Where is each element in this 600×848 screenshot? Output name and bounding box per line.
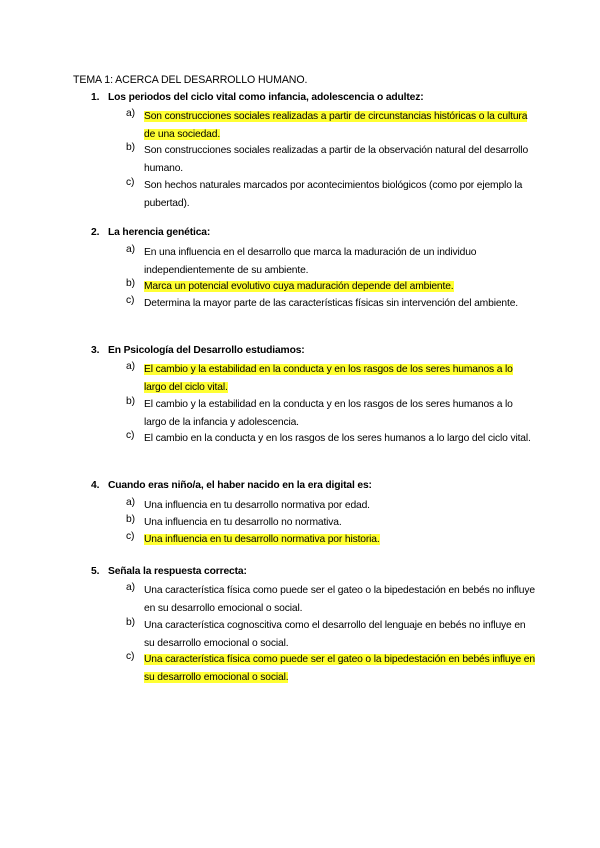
question-text: Cuando eras niño/a, el haber nacido en la era digital es: [108, 480, 372, 491]
option-letter: b) [126, 514, 135, 525]
question-number: 1. [91, 92, 100, 103]
question-text: Los periodos del ciclo vital como infancia, adolescencia o adultez: [108, 92, 424, 103]
option-letter: b) [126, 142, 135, 153]
option-text: Son construcciones sociales realizadas a partir de la observación natural del desarrollo humano. [144, 145, 529, 174]
option-text: Son hechos naturales marcados por acontecimientos biológicos (como por ejemplo la pubertad). [144, 180, 523, 209]
option-letter: c) [126, 177, 135, 188]
option-letter: c) [126, 430, 135, 441]
question-heading [91, 92, 424, 103]
option-text: Determina la mayor parte de las características físicas sin intervención del ambiente. [144, 298, 518, 309]
option-text: Una característica cognoscitiva como el desarrollo del lenguaje en bebés no influye en su desarrollo emocional o social. [144, 620, 526, 649]
question-number: 5. [91, 566, 100, 577]
option-text: Una influencia en tu desarrollo no normativa. [144, 517, 342, 528]
question-heading [91, 480, 372, 491]
option-text: Una característica física como puede ser el gateo o la bipedestación en bebés influye en su desarrollo emocional o social. [144, 654, 535, 683]
option-letter: b) [126, 617, 135, 628]
option-letter: a) [126, 582, 135, 593]
option-letter: c) [126, 651, 135, 662]
question-number: 2. [91, 227, 100, 238]
question-heading [91, 566, 247, 577]
option-letter: a) [126, 361, 135, 372]
option-text: Una característica física como puede ser el gateo o la bipedestación en bebés no influye en su desarrollo emocional o social. [144, 585, 535, 614]
option-letter: a) [126, 244, 135, 255]
option-text: Marca un potencial evolutivo cuya maduración depende del ambiente. [144, 281, 454, 292]
question-number: 4. [91, 480, 100, 491]
option-letter: a) [126, 497, 135, 508]
option-text: Una influencia en tu desarrollo normativa por historia. [144, 534, 380, 545]
question-text: Señala la respuesta correcta: [108, 566, 247, 577]
question-heading [91, 345, 305, 356]
option-letter: c) [126, 531, 135, 542]
option-letter: b) [126, 278, 135, 289]
option-letter: b) [126, 396, 135, 407]
question-number: 3. [91, 345, 100, 356]
option-letter: c) [126, 295, 135, 306]
question-text: La herencia genética: [108, 227, 211, 238]
question-heading [91, 227, 210, 238]
option-text: Son construcciones sociales realizadas a partir de circunstancias históricas o la cultura de una sociedad. [144, 111, 528, 140]
option-text: El cambio en la conducta y en los rasgos de los seres humanos a lo largo del ciclo vital. [144, 433, 531, 444]
option-letter: a) [126, 108, 135, 119]
question-text: En Psicología del Desarrollo estudiamos: [108, 345, 305, 356]
document-title: TEMA 1: ACERCA DEL DESARROLLO HUMANO. [73, 74, 308, 86]
option-text: El cambio y la estabilidad en la conducta y en los rasgos de los seres humanos a lo largo del ciclo vital. [144, 364, 513, 393]
option-text: Una influencia en tu desarrollo normativa por edad. [144, 500, 370, 511]
option-text: El cambio y la estabilidad en la conducta y en los rasgos de los seres humanos a lo largo de la infancia y adolescencia. [144, 399, 513, 428]
option-text: En una influencia en el desarrollo que marca la maduración de un individuo independientemente de su ambiente. [144, 247, 477, 276]
